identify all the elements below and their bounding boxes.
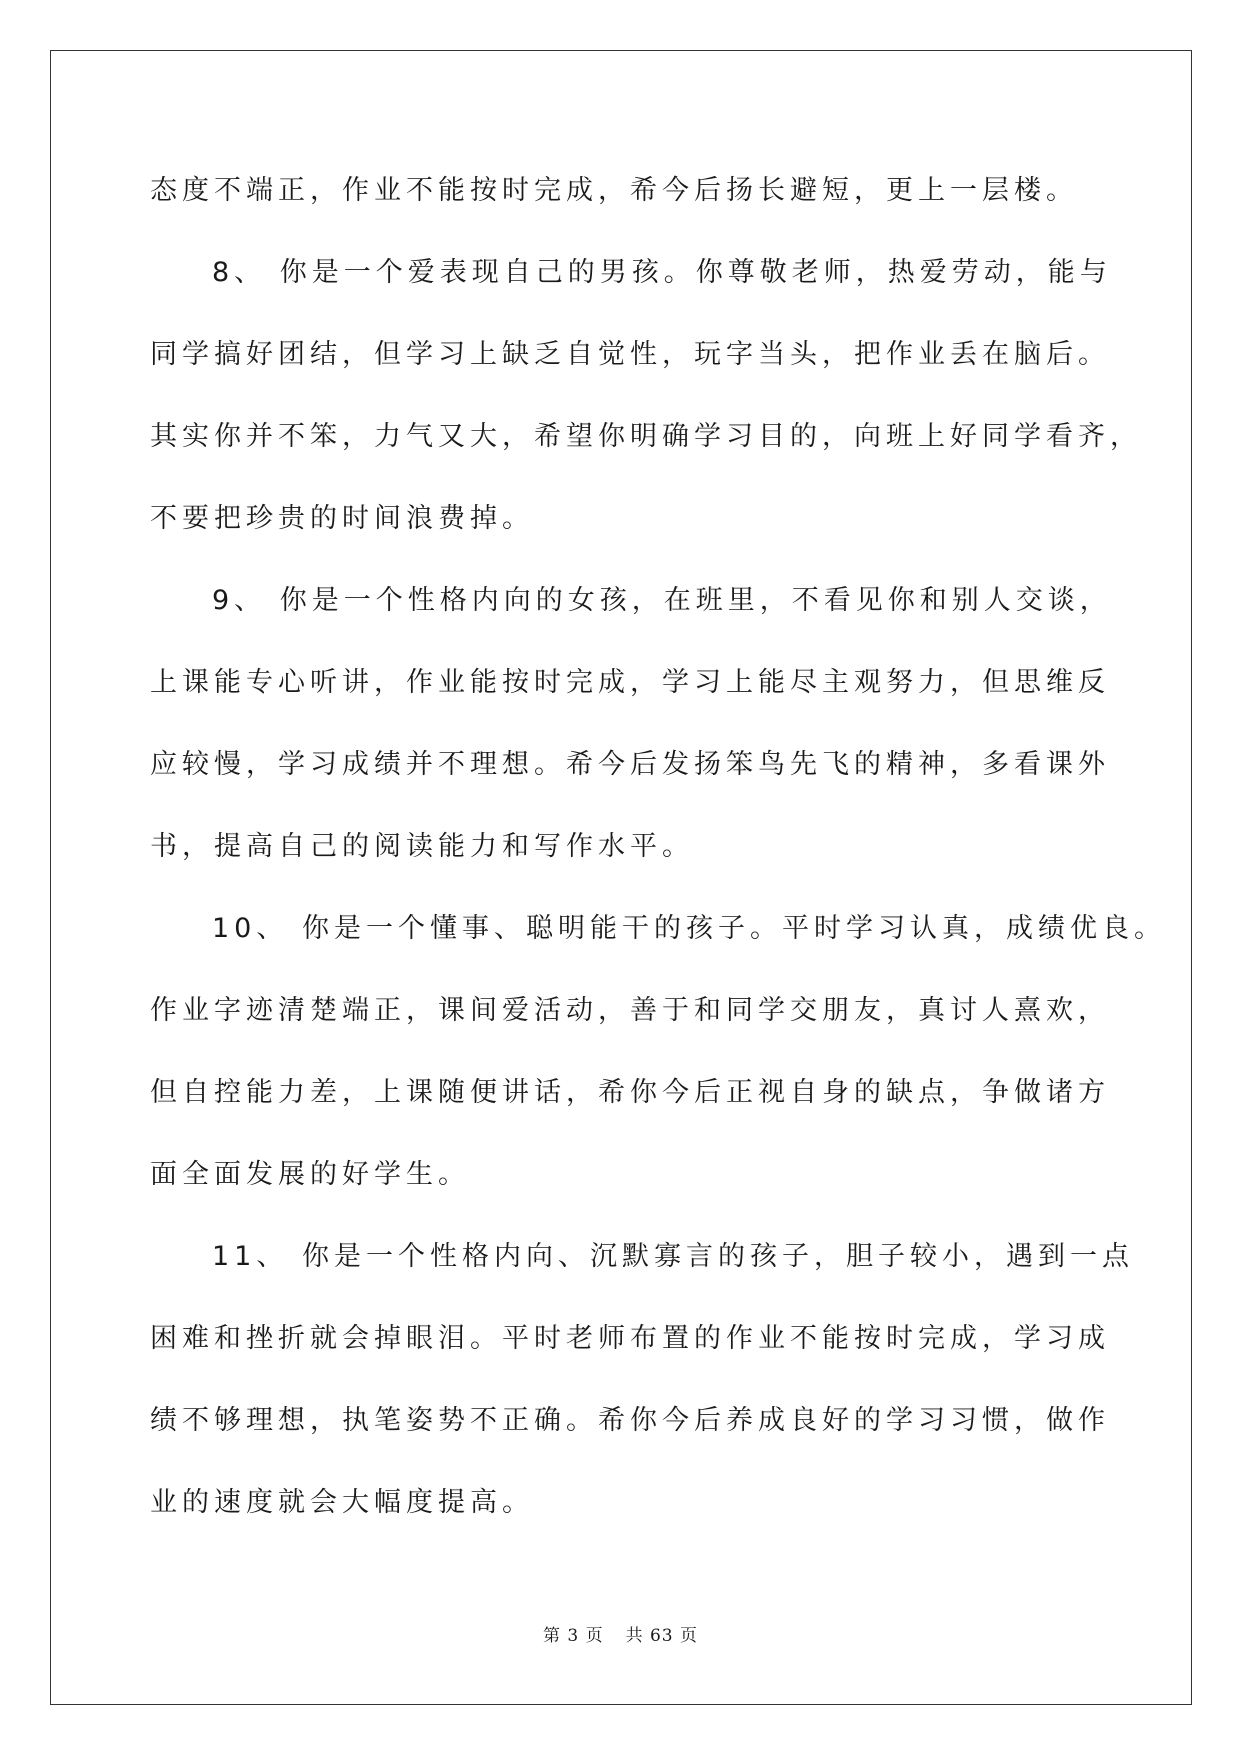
page-number: 第 3 页: [542, 1626, 604, 1646]
text-line: 面全面发展的好学生。: [150, 1159, 470, 1190]
text-line: 态度不端正，作业不能按时完成，希今后扬长避短，更上一层楼。: [150, 175, 1078, 206]
text-line: 11、 你是一个性格内向、沉默寡言的孩子，胆子较小，遇到一点: [212, 1241, 1134, 1272]
text-line: 书，提高自己的阅读能力和写作水平。: [150, 831, 694, 862]
text-line: 但自控能力差，上课随便讲话，希你今后正视自身的缺点，争做诸方: [150, 1077, 1110, 1108]
text-line: 上课能专心听讲，作业能按时完成，学习上能尽主观努力，但思维反: [150, 667, 1110, 698]
text-line: 业的速度就会大幅度提高。: [150, 1487, 534, 1518]
text-line: 作业字迹清楚端正，课间爱活动，善于和同学交朋友，真讨人熹欢，: [150, 995, 1110, 1026]
page-total: 共 63 页: [625, 1626, 699, 1646]
document-body: [150, 150, 1166, 1544]
text-line: 应较慢，学习成绩并不理想。希今后发扬笨鸟先飞的精神，多看课外: [150, 749, 1110, 780]
text-line: 同学搞好团结，但学习上缺乏自觉性，玩字当头，把作业丢在脑后。: [150, 339, 1110, 370]
text-line: 不要把珍贵的时间浪费掉。: [150, 503, 534, 534]
text-line: 困难和挫折就会掉眼泪。平时老师布置的作业不能按时完成，学习成: [150, 1323, 1110, 1354]
text-line: 10、 你是一个懂事、聪明能干的孩子。平时学习认真，成绩优良。: [212, 913, 1166, 944]
text-line: 绩不够理想，执笔姿势不正确。希你今后养成良好的学习习惯，做作: [150, 1405, 1110, 1436]
text-line: 其实你并不笨，力气又大，希望你明确学习目的，向班上好同学看齐，: [150, 421, 1142, 452]
text-line: 8、 你是一个爱表现自己的男孩。你尊敬老师，热爱劳动，能与: [212, 257, 1112, 288]
page-footer: [0, 1621, 1241, 1646]
text-line: 9、 你是一个性格内向的女孩，在班里，不看见你和别人交谈，: [212, 585, 1112, 616]
